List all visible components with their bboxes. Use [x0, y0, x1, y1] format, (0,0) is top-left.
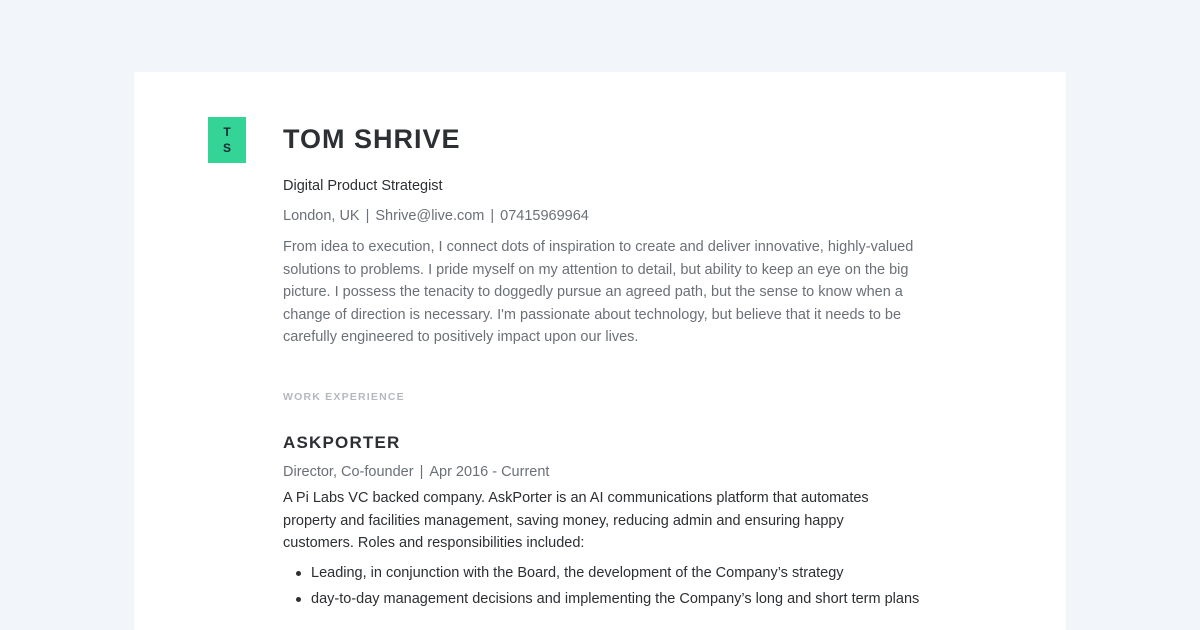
responsibilities-list [283, 562, 943, 614]
role-line [283, 464, 549, 480]
resume-sheet [134, 72, 1066, 630]
monogram-letter-second: S [222, 141, 231, 155]
role-dates: Apr 2016 - Current [429, 464, 550, 480]
job-title: Digital Product Strategist [283, 178, 443, 194]
section-heading-work-experience: WORK EXPERIENCE [283, 391, 405, 403]
candidate-name: TOM SHRIVE [283, 124, 461, 154]
company-name: ASKPORTER [283, 433, 401, 452]
role-separator: | [419, 464, 424, 480]
responsibility-item: day-to-day management decisions and implementing the Company’s long and short term plans [311, 588, 943, 610]
contact-location: London, UK [283, 208, 360, 224]
role-title: Director, Co-founder [283, 464, 414, 480]
contact-separator: | [365, 208, 370, 224]
responsibility-item: Leading, in conjunction with the Board, the development of the Company’s strategy [311, 562, 943, 584]
contact-line [283, 208, 589, 224]
contact-phone[interactable]: 07415969964 [500, 208, 589, 224]
monogram-letter-first: T [223, 125, 231, 139]
monogram-badge [208, 117, 246, 163]
contact-email[interactable]: Shrive@live.com [375, 208, 485, 224]
contact-separator: | [490, 208, 495, 224]
profile-summary: From idea to execution, I connect dots of inspiration to create and deliver innovative, highly-valued solutions to problems. I pride myself on my attention to detail, but ability to keep an eye on the big picture. I possess the tenacity to doggedly pursue an agreed path, but the sense to know when a change of direction is necessary. I'm passionate about technology, but believe that it needs to be carefully engineered to positively impact upon our lives. [283, 239, 914, 345]
job-description: A Pi Labs VC backed company. AskPorter is an AI communications platform that automates property and facilities management, saving money, reducing admin and ensuring happy customers. Roles and responsibilities included: [283, 490, 869, 551]
